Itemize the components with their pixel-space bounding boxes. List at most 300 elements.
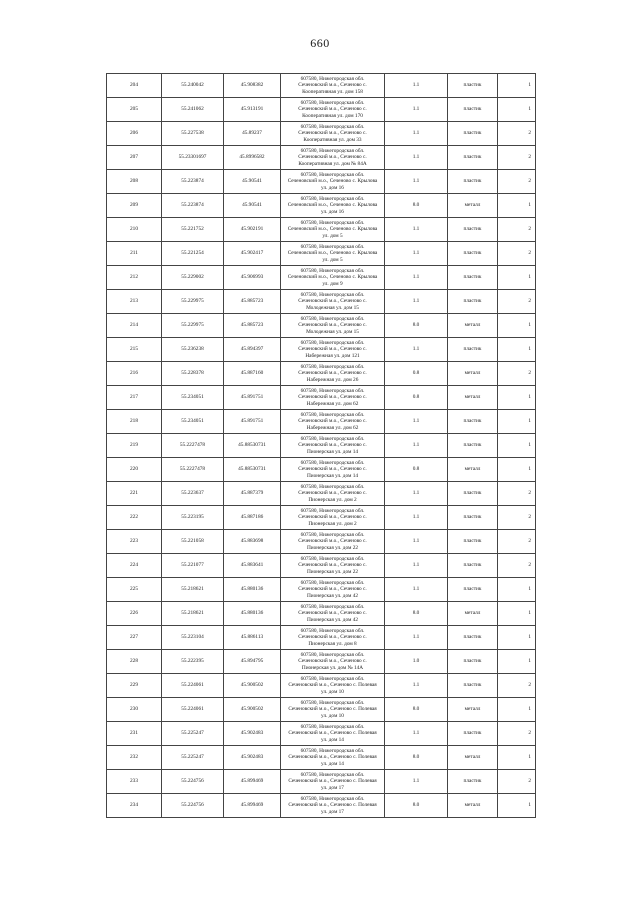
longitude-cell: 45.90541 [224, 194, 281, 218]
latitude-cell: 55.236238 [162, 338, 224, 362]
address-line: 607580, Нижегородская обл. [300, 604, 365, 611]
longitude-cell: 45.913191 [224, 98, 281, 122]
address-line: Сеченовский м.о., Сеченово с. [298, 442, 367, 449]
row-number-cell: 222 [107, 506, 162, 530]
latitude-cell: 55.228378 [162, 362, 224, 386]
table-row [107, 506, 536, 530]
row-number-cell: 229 [107, 674, 162, 698]
material-cell: пластик [448, 770, 498, 794]
address-line: Пионерская ул. дом 2 [308, 520, 357, 527]
address-cell [281, 266, 385, 290]
address-cell [281, 530, 385, 554]
quantity-cell: 1 [498, 98, 536, 122]
address-line: ул. дом 17 [321, 808, 344, 815]
address-line: Сеченовский м.о., Сеченово с. [298, 82, 367, 89]
row-number-cell: 221 [107, 482, 162, 506]
address-cell [281, 602, 385, 626]
longitude-cell: 45.887186 [224, 506, 281, 530]
latitude-cell: 55.218621 [162, 578, 224, 602]
material-cell: пластик [448, 530, 498, 554]
longitude-cell: 45.902191 [224, 218, 281, 242]
address-line: Сеченовский м.о., Сеченово с. [298, 466, 367, 473]
row-number-cell: 220 [107, 458, 162, 482]
longitude-cell: 45.88530731 [224, 458, 281, 482]
address-line: Сеченовский м.о., Сеченово с. Полевая [288, 706, 377, 713]
row-number-cell: 218 [107, 410, 162, 434]
address-line: 607580, Нижегородская обл. [300, 100, 365, 107]
volume-cell: 1.1 [385, 410, 448, 434]
address-line: 607580, Нижегородская обл. [300, 412, 365, 419]
address-line: Сеченовский м.о., Сеченово с. [298, 658, 367, 665]
row-number-cell: 211 [107, 242, 162, 266]
address-line: 607580, Нижегородская обл. [300, 532, 365, 539]
address-cell [281, 746, 385, 770]
address-line: 607580, Нижегородская обл. [300, 436, 365, 443]
volume-cell: 1.1 [385, 74, 448, 98]
material-cell: металл [448, 458, 498, 482]
latitude-cell: 55.223874 [162, 170, 224, 194]
quantity-cell: 2 [498, 722, 536, 746]
latitude-cell: 55.224061 [162, 674, 224, 698]
table-row [107, 362, 536, 386]
address-line: 607580, Нижегородская обл. [300, 796, 365, 803]
address-line: Сеченовский м.о., Сеченово с. Крылова [287, 274, 378, 281]
address-cell [281, 218, 385, 242]
address-line: Сеченовский м.о., Сеченово с. Полевая [288, 730, 377, 737]
table-row [107, 554, 536, 578]
row-number-cell: 219 [107, 434, 162, 458]
row-number-cell: 215 [107, 338, 162, 362]
row-number-cell: 206 [107, 122, 162, 146]
table-row [107, 194, 536, 218]
material-cell: металл [448, 794, 498, 818]
quantity-cell: 1 [498, 338, 536, 362]
address-cell [281, 482, 385, 506]
address-line: 607580, Нижегородская обл. [300, 268, 365, 275]
address-line: Пионерская ул. дом № 14А [301, 664, 364, 671]
quantity-cell: 1 [498, 650, 536, 674]
address-line: ул. дом 16 [321, 184, 344, 191]
volume-cell: 1.1 [385, 146, 448, 170]
address-cell [281, 74, 385, 98]
material-cell: пластик [448, 482, 498, 506]
table-row [107, 794, 536, 818]
address-line: Сеченовский м.о., Сеченово с. Крылова [287, 178, 378, 185]
address-line: 607580, Нижегородская обл. [300, 388, 365, 395]
address-cell [281, 770, 385, 794]
address-line: Набережная ул. дом 26 [306, 376, 359, 383]
table-row [107, 314, 536, 338]
quantity-cell: 2 [498, 554, 536, 578]
material-cell: пластик [448, 146, 498, 170]
address-line: Сеченовский м.о., Сеченово с. [298, 514, 367, 521]
address-line: ул. дом 5 [322, 232, 343, 239]
latitude-cell: 55.221254 [162, 242, 224, 266]
address-cell [281, 698, 385, 722]
address-line: 607580, Нижегородская обл. [300, 292, 365, 299]
table-row [107, 338, 536, 362]
material-cell: пластик [448, 74, 498, 98]
table-row [107, 482, 536, 506]
table-row [107, 146, 536, 170]
longitude-cell: 45.899469 [224, 794, 281, 818]
address-line: Молодежная ул. дом 15 [306, 304, 359, 311]
row-number-cell: 223 [107, 530, 162, 554]
table-row [107, 746, 536, 770]
row-number-cell: 226 [107, 602, 162, 626]
quantity-cell: 1 [498, 698, 536, 722]
row-number-cell: 214 [107, 314, 162, 338]
address-cell [281, 362, 385, 386]
address-line: 607580, Нижегородская обл. [300, 580, 365, 587]
address-line: 607580, Нижегородская обл. [300, 772, 365, 779]
table-row [107, 770, 536, 794]
volume-cell: 1.1 [385, 122, 448, 146]
material-cell: пластик [448, 626, 498, 650]
row-number-cell: 204 [107, 74, 162, 98]
longitude-cell: 45.8996582 [224, 146, 281, 170]
quantity-cell: 1 [498, 626, 536, 650]
volume-cell: 8.0 [385, 194, 448, 218]
container-sites-table [106, 73, 536, 818]
latitude-cell: 55.229975 [162, 290, 224, 314]
address-line: Сеченовский м.о., Сеченово с. [298, 394, 367, 401]
table-row [107, 290, 536, 314]
row-number-cell: 208 [107, 170, 162, 194]
row-number-cell: 216 [107, 362, 162, 386]
quantity-cell: 2 [498, 146, 536, 170]
quantity-cell: 1 [498, 746, 536, 770]
material-cell: металл [448, 194, 498, 218]
table-row [107, 242, 536, 266]
address-line: Сеченовский м.о., Сеченово с. [298, 106, 367, 113]
volume-cell: 1.1 [385, 578, 448, 602]
address-line: Сеченовский м.о., Сеченово с. [298, 298, 367, 305]
latitude-cell: 55.223874 [162, 194, 224, 218]
quantity-cell: 1 [498, 314, 536, 338]
address-line: 607580, Нижегородская обл. [300, 508, 365, 515]
row-number-cell: 234 [107, 794, 162, 818]
latitude-cell: 55.229975 [162, 314, 224, 338]
address-line: Пионерская ул. дом 2 [308, 496, 357, 503]
address-cell [281, 578, 385, 602]
latitude-cell: 55.234051 [162, 410, 224, 434]
address-line: Сеченовский м.о., Сеченово с. [298, 154, 367, 161]
address-cell [281, 794, 385, 818]
longitude-cell: 45.891751 [224, 386, 281, 410]
latitude-cell: 55.234051 [162, 386, 224, 410]
volume-cell: 1.1 [385, 338, 448, 362]
volume-cell: 1.1 [385, 722, 448, 746]
quantity-cell: 2 [498, 674, 536, 698]
address-cell [281, 242, 385, 266]
address-line: 607580, Нижегородская обл. [300, 364, 365, 371]
material-cell: пластик [448, 506, 498, 530]
row-number-cell: 231 [107, 722, 162, 746]
volume-cell: 0.8 [385, 458, 448, 482]
quantity-cell: 1 [498, 74, 536, 98]
address-cell [281, 122, 385, 146]
longitude-cell: 45.902483 [224, 746, 281, 770]
table-row [107, 458, 536, 482]
address-line: Набережная ул. дом 121 [305, 352, 360, 359]
latitude-cell: 55.2227478 [162, 434, 224, 458]
volume-cell: 0.8 [385, 362, 448, 386]
row-number-cell: 209 [107, 194, 162, 218]
address-cell [281, 674, 385, 698]
table-row [107, 626, 536, 650]
longitude-cell: 45.902417 [224, 242, 281, 266]
material-cell: металл [448, 314, 498, 338]
volume-cell: 1.1 [385, 170, 448, 194]
quantity-cell: 2 [498, 530, 536, 554]
material-cell: пластик [448, 266, 498, 290]
address-cell [281, 338, 385, 362]
material-cell: металл [448, 362, 498, 386]
volume-cell: 1.0 [385, 650, 448, 674]
volume-cell: 8.0 [385, 794, 448, 818]
material-cell: металл [448, 746, 498, 770]
address-line: 607580, Нижегородская обл. [300, 124, 365, 131]
row-number-cell: 228 [107, 650, 162, 674]
address-line: ул. дом 10 [321, 712, 344, 719]
volume-cell: 0.8 [385, 386, 448, 410]
longitude-cell: 45.89237 [224, 122, 281, 146]
table-row [107, 578, 536, 602]
address-line: Сеченовский м.о., Сеченово с. Крылова [287, 202, 378, 209]
row-number-cell: 212 [107, 266, 162, 290]
table-row [107, 602, 536, 626]
material-cell: пластик [448, 650, 498, 674]
address-cell [281, 146, 385, 170]
quantity-cell: 2 [498, 506, 536, 530]
address-line: Сеченовский м.о., Сеченово с. Полевая [288, 802, 377, 809]
row-number-cell: 233 [107, 770, 162, 794]
table-row [107, 530, 536, 554]
latitude-cell: 55.221058 [162, 530, 224, 554]
address-line: Сеченовский м.о., Сеченово с. Полевая [288, 682, 377, 689]
volume-cell: 1.1 [385, 554, 448, 578]
row-number-cell: 230 [107, 698, 162, 722]
volume-cell: 8.0 [385, 698, 448, 722]
address-line: ул. дом 10 [321, 688, 344, 695]
material-cell: пластик [448, 242, 498, 266]
volume-cell: 1.1 [385, 506, 448, 530]
address-line: 607580, Нижегородская обл. [300, 676, 365, 683]
address-line: Пионерская ул. дом 14 [306, 472, 359, 479]
table-row [107, 74, 536, 98]
longitude-cell: 45.885723 [224, 314, 281, 338]
table-row [107, 218, 536, 242]
quantity-cell: 1 [498, 578, 536, 602]
address-line: Сеченовский м.о., Сеченово с. [298, 322, 367, 329]
quantity-cell: 2 [498, 482, 536, 506]
table-row [107, 698, 536, 722]
latitude-cell: 55.222395 [162, 650, 224, 674]
address-line: Сеченовский м.о., Сеченово с. [298, 418, 367, 425]
quantity-cell: 2 [498, 770, 536, 794]
address-line: Набережная ул. дом 62 [306, 424, 359, 431]
address-line: Сеченовский м.о., Сеченово с. [298, 490, 367, 497]
volume-cell: 8.0 [385, 746, 448, 770]
address-line: 607580, Нижегородская обл. [300, 316, 365, 323]
address-line: Кооперативная ул. дом 170 [302, 112, 363, 119]
volume-cell: 1.1 [385, 242, 448, 266]
latitude-cell: 55.224756 [162, 770, 224, 794]
material-cell: металл [448, 602, 498, 626]
address-cell [281, 290, 385, 314]
page-number: 660 [310, 36, 330, 50]
table-row [107, 674, 536, 698]
address-line: Сеченовский м.о., Сеченово с. Полевая [288, 778, 377, 785]
row-number-cell: 227 [107, 626, 162, 650]
quantity-cell: 2 [498, 362, 536, 386]
row-number-cell: 207 [107, 146, 162, 170]
longitude-cell: 45.883641 [224, 554, 281, 578]
material-cell: пластик [448, 290, 498, 314]
material-cell: металл [448, 698, 498, 722]
quantity-cell: 2 [498, 218, 536, 242]
longitude-cell: 45.906993 [224, 266, 281, 290]
latitude-cell: 55.241062 [162, 98, 224, 122]
material-cell: пластик [448, 338, 498, 362]
address-line: Сеченовский м.о., Сеченово с. Крылова [287, 226, 378, 233]
longitude-cell: 45.908382 [224, 74, 281, 98]
longitude-cell: 45.880136 [224, 578, 281, 602]
address-line: ул. дом 5 [322, 256, 343, 263]
row-number-cell: 225 [107, 578, 162, 602]
address-line: Молодежная ул. дом 15 [306, 328, 359, 335]
quantity-cell: 1 [498, 434, 536, 458]
address-line: 607580, Нижегородская обл. [300, 244, 365, 251]
address-line: 607580, Нижегородская обл. [300, 700, 365, 707]
address-line: ул. дом 9 [322, 280, 343, 287]
address-line: Кооперативная ул. дом 158 [302, 88, 363, 95]
quantity-cell: 2 [498, 242, 536, 266]
address-line: 607580, Нижегородская обл. [300, 148, 365, 155]
address-line: 607580, Нижегородская обл. [300, 340, 365, 347]
latitude-cell: 55.229002 [162, 266, 224, 290]
table-row [107, 722, 536, 746]
table-row [107, 410, 536, 434]
quantity-cell: 1 [498, 194, 536, 218]
quantity-cell: 1 [498, 602, 536, 626]
table-row [107, 122, 536, 146]
table-row [107, 266, 536, 290]
volume-cell: 8.0 [385, 314, 448, 338]
material-cell: пластик [448, 674, 498, 698]
latitude-cell: 55.221077 [162, 554, 224, 578]
material-cell: пластик [448, 98, 498, 122]
address-line: Пионерская ул. дом 42 [306, 616, 359, 623]
latitude-cell: 55.2227478 [162, 458, 224, 482]
address-cell [281, 410, 385, 434]
latitude-cell: 55.225247 [162, 746, 224, 770]
longitude-cell: 45.894795 [224, 650, 281, 674]
address-line: 607580, Нижегородская обл. [300, 724, 365, 731]
address-line: Сеченовский м.о., Сеченово с. [298, 538, 367, 545]
longitude-cell: 45.899469 [224, 770, 281, 794]
quantity-cell: 1 [498, 794, 536, 818]
address-line: Сеченовский м.о., Сеченово с. [298, 346, 367, 353]
latitude-cell: 55.223104 [162, 626, 224, 650]
longitude-cell: 45.886113 [224, 626, 281, 650]
volume-cell: 1.1 [385, 434, 448, 458]
volume-cell: 1.1 [385, 266, 448, 290]
address-line: Сеченовский м.о., Сеченово с. [298, 370, 367, 377]
latitude-cell: 55.225247 [162, 722, 224, 746]
latitude-cell: 55.224061 [162, 698, 224, 722]
address-cell [281, 626, 385, 650]
table-body [107, 74, 536, 818]
material-cell: металл [448, 386, 498, 410]
address-line: 607580, Нижегородская обл. [300, 460, 365, 467]
longitude-cell: 45.880136 [224, 602, 281, 626]
row-number-cell: 232 [107, 746, 162, 770]
row-number-cell: 213 [107, 290, 162, 314]
address-line: ул. дом 14 [321, 760, 344, 767]
address-line: Сеченовский м.о., Сеченово с. [298, 130, 367, 137]
longitude-cell: 45.90541 [224, 170, 281, 194]
address-line: Пионерская ул. дом 22 [306, 544, 359, 551]
address-cell [281, 434, 385, 458]
address-line: 607580, Нижегородская обл. [300, 748, 365, 755]
address-line: Набережная ул. дом 62 [306, 400, 359, 407]
volume-cell: 1.1 [385, 290, 448, 314]
volume-cell: 1.1 [385, 98, 448, 122]
address-line: 607580, Нижегородская обл. [300, 484, 365, 491]
volume-cell: 1.1 [385, 530, 448, 554]
quantity-cell: 2 [498, 290, 536, 314]
longitude-cell: 45.88530731 [224, 434, 281, 458]
latitude-cell: 55.223637 [162, 482, 224, 506]
address-line: 607580, Нижегородская обл. [300, 76, 365, 83]
volume-cell: 1.1 [385, 218, 448, 242]
quantity-cell: 1 [498, 458, 536, 482]
address-line: Сеченовский м.о., Сеченово с. Крылова [287, 250, 378, 257]
address-cell [281, 554, 385, 578]
longitude-cell: 45.887160 [224, 362, 281, 386]
latitude-cell: 55.218621 [162, 602, 224, 626]
latitude-cell: 55.221752 [162, 218, 224, 242]
row-number-cell: 217 [107, 386, 162, 410]
material-cell: пластик [448, 434, 498, 458]
address-line: Пионерская ул. дом 14 [306, 448, 359, 455]
material-cell: пластик [448, 218, 498, 242]
address-cell [281, 506, 385, 530]
address-line: Пионерская ул. дом 42 [306, 592, 359, 599]
address-cell [281, 170, 385, 194]
address-line: Пионерская ул. дом 22 [306, 568, 359, 575]
address-line: ул. дом 16 [321, 208, 344, 215]
material-cell: пластик [448, 410, 498, 434]
material-cell: пластик [448, 554, 498, 578]
volume-cell: 1.1 [385, 482, 448, 506]
longitude-cell: 45.902483 [224, 722, 281, 746]
address-cell [281, 98, 385, 122]
table-row [107, 170, 536, 194]
address-cell [281, 314, 385, 338]
address-cell [281, 194, 385, 218]
longitude-cell: 45.887379 [224, 482, 281, 506]
address-line: Пионерская ул. дом 8 [308, 640, 357, 647]
address-line: ул. дом 14 [321, 736, 344, 743]
quantity-cell: 2 [498, 122, 536, 146]
address-cell [281, 650, 385, 674]
longitude-cell: 45.883698 [224, 530, 281, 554]
latitude-cell: 55.227538 [162, 122, 224, 146]
quantity-cell: 2 [498, 170, 536, 194]
